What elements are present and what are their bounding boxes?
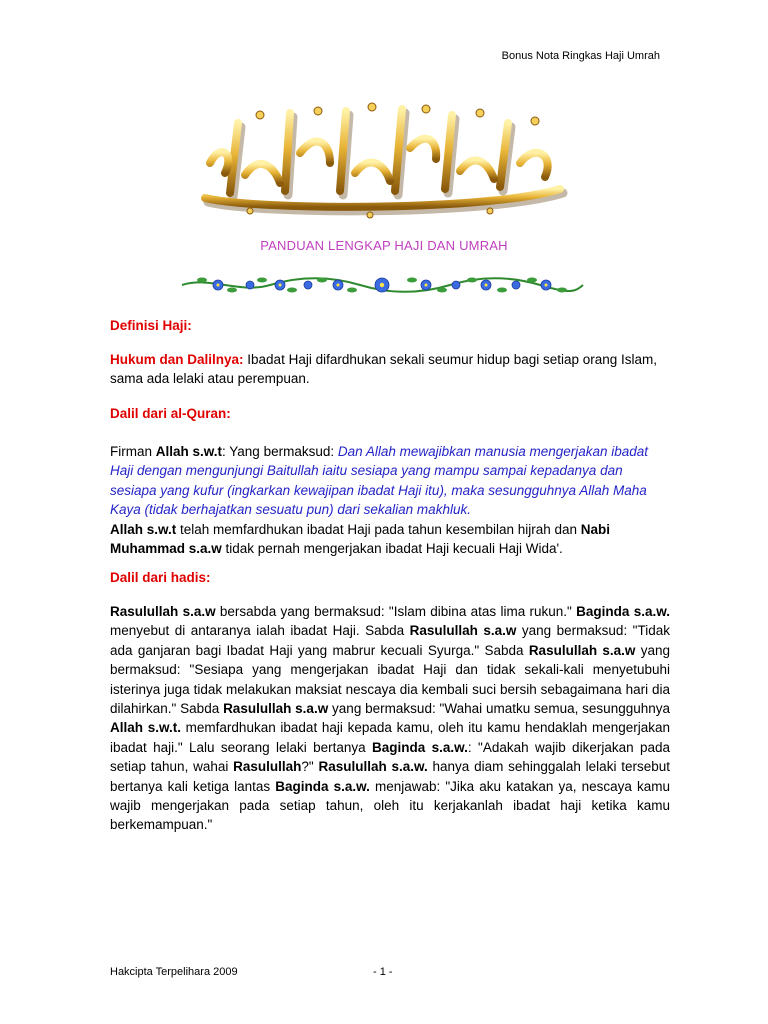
text-hadis-6: memfardhukan ibadat haji kepada kamu, oleh itu kamu hendaklah mengerjakan ibadat haji." Lalu seorang lelaki bertanya (110, 720, 671, 755)
text-hadis-4: yang bermaksud: "Sesiapa yang mengerjakan ibadat Haji dan tidak sekali-kali menyetubuhi isterinya juga tidak melakukan maksiat nescaya dia kembali suci bersih sebagaimana hari dia dilahirkan." Sabda (110, 642, 670, 717)
bold-rasulullah-3: Rasulullah s.a.w (528, 642, 636, 658)
heading-dalil-quran: Dalil dari al-Quran: (110, 406, 231, 421)
bold-rasulullah-6: Rasulullah s.a.w. (318, 759, 428, 775)
bold-rasulullah-2: Rasulullah s.a.w (409, 623, 517, 639)
bold-allah-2: Allah s.w.t (110, 521, 177, 537)
text-quran-3: tidak pernah mengerjakan ibadat Haji kecuali Haji Wida'. (221, 541, 563, 557)
text-hadis-5: yang bermaksud: "Wahai umatku semua, sesungguhnya (328, 701, 670, 717)
paragraph-hukum (110, 350, 670, 389)
text-quran-2: telah memfardhukan ibadat Haji pada tahun kesembilan hijrah dan (176, 521, 581, 537)
text-hadis-3: yang bermaksud: "Tidak ada ganjaran bagi Ibadat Haji yang mabrur kecuali Syurga." Sabda (110, 623, 670, 658)
text-hadis-9: hanya diam sehinggalah lelaki tersebut bertanya kali ketiga lantas (110, 759, 670, 794)
bold-baginda-1: Baginda s.a.w. (576, 604, 670, 619)
text-hukum: Ibadat Haji difardhukan sekali seumur hidup bagi setiap orang Islam, sama ada lelaki atau perempuan. (110, 352, 658, 387)
bold-baginda-3: Baginda s.a.w. (275, 778, 370, 794)
footer-page-number: - 1 - (373, 966, 393, 978)
text-hadis-7: : "Adakah wajib dikerjakan pada setiap tahun, wahai (110, 739, 670, 775)
bold-nabi: Nabi Muhammad s.a.w (110, 521, 611, 557)
label-hukum-dalil: Hukum dan Dalilnya: (110, 352, 244, 367)
text-hadis-8: ?" (301, 759, 319, 775)
bold-rasulullah-4: Rasulullah s.a.w (223, 701, 329, 717)
flower-vine-divider (180, 272, 585, 298)
heading-definisi-haji: Definisi Haji: (110, 318, 192, 333)
bold-baginda-2: Baginda s.a.w. (372, 739, 468, 755)
text-hadis-2: menyebut di antaranya ialah ibadat Haji. Sabda (110, 623, 410, 639)
heading-dalil-hadis: Dalil dari hadis: (110, 570, 211, 585)
paragraph-quran (110, 442, 670, 558)
text-hadis-10: menjawab: "Jika aku katakan ya, nescaya kamu wajib mengerjakan pada setiap tahun, oleh itu kerjakanlah ibadat haji ketika kamu berkemampuan." (110, 778, 670, 833)
bold-allah: Allah s.w.t (155, 444, 223, 459)
paragraph-hadis (110, 602, 670, 835)
text-firman: Firman (110, 444, 156, 459)
bold-rasulullah-5: Rasulullah (233, 759, 302, 775)
bold-rasulullah-1: Rasulullah s.a.w (110, 604, 216, 619)
text-yang-bermaksud: : Yang bermaksud: (222, 444, 338, 459)
bold-allah-3: Allah s.w.t. (110, 720, 181, 736)
document-title: PANDUAN LENGKAP HAJI DAN UMRAH (260, 238, 508, 253)
text-hadis-1: bersabda yang bermaksud: "Islam dibina atas lima rukun." (215, 604, 577, 619)
running-header: Bonus Nota Ringkas Haji Umrah (501, 50, 660, 62)
footer-copyright: Hakcipta Terpelihara 2009 (110, 966, 238, 978)
quran-quote: Dan Allah mewajibkan manusia mengerjakan ibadat Haji dengan mengunjungi Baitullah iaitu sesiapa yang mampu sampai kepadanya dan sesiapa yang kufur (ingkarkan kewajipan ibadat Haji itu), maka sesungguhnya Allah Maha Kaya (tidak berhajatkan sesuatu pun) dari sekalian makhluk. (110, 444, 649, 518)
bismillah-calligraphy-image (190, 93, 580, 223)
